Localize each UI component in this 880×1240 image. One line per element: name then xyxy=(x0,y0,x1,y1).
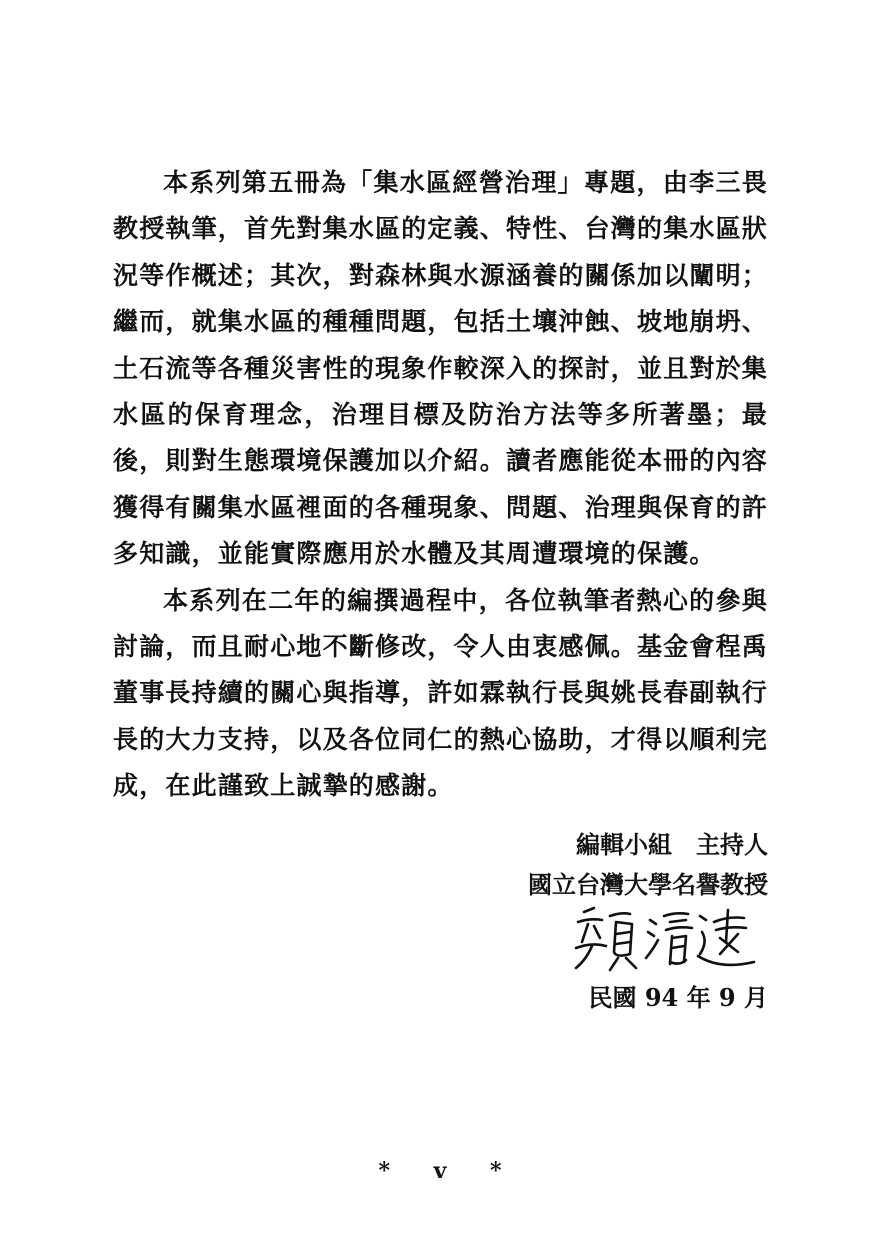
paragraph-1: 本系列第五冊為「集水區經營治理」專題，由李三畏教授執筆，首先對集水區的定義、特性、台灣的集水區狀況等作概述；其次，對森林與水源涵養的關係加以闡明；繼而，就集水區的種種問題，包括土壤沖蝕、坡地崩坍、土石流等各種災害性的現象作較深入的探討，並且對於集水區的保育理念，治理目標及防治方法等多所著墨；最後，則對生態環境保護加以介紹。讀者應能從本冊的內容獲得有關集水區裡面的各種現象、問題、治理與保育的許多知識，並能實際應用於水體及其周遭環境的保護。 xyxy=(113,168,769,569)
signature-block xyxy=(528,825,768,905)
paragraph-2: 本系列在二年的編撰過程中，各位執筆者熱心的參與討論，而且耐心地不斷修改，令人由衷感佩。基金會程禹董事長持續的關心與指導，許如霖執行長與姚長春副執行長的大力支持，以及各位同仁的熱心協助，才得以順利完成，在此謹致上誠摯的感謝。 xyxy=(113,585,769,801)
date: 民國 94 年 9 月 xyxy=(588,983,768,1012)
handwritten-signature xyxy=(570,902,760,974)
editor-affiliation: 國立台灣大學名譽教授 xyxy=(528,870,768,899)
page-number: * v * xyxy=(378,1158,520,1184)
editor-role: 編輯小組 主持人 xyxy=(576,830,768,859)
preface-body xyxy=(113,160,768,810)
